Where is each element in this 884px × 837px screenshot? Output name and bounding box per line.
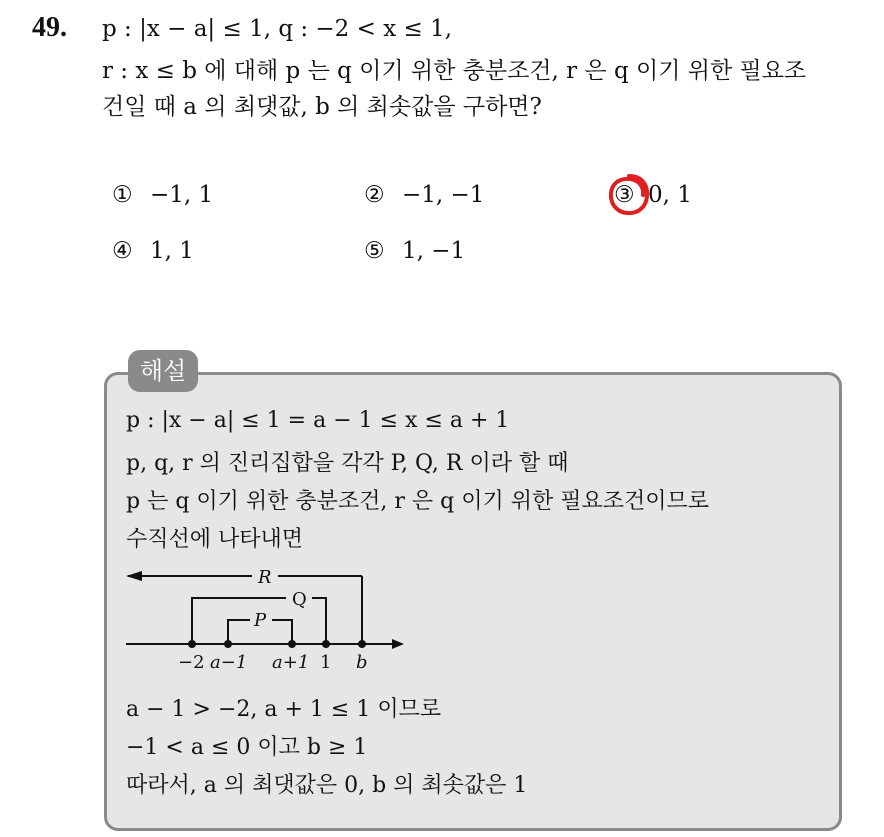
set-q-label: Q: [292, 589, 307, 610]
question-number: 49.: [32, 12, 67, 43]
answer-circle-mark: [606, 172, 652, 218]
tick-label-1: 1: [320, 652, 332, 673]
solution-after-2: −1 < a ≤ 0 이고 b ≥ 1: [126, 735, 368, 760]
choice-1-text: −1, 1: [149, 182, 214, 208]
choice-1[interactable]: [112, 182, 213, 208]
solution-line-2: p, q, r 의 진리집합을 각각 P, Q, R 이라 할 때: [126, 451, 569, 476]
question-line-1: p : |x − a| ≤ 1, q : −2 < x ≤ 1,: [102, 16, 453, 42]
choice-4-marker: ④: [112, 238, 133, 264]
solution-line-1: p : |x − a| ≤ 1 = a − 1 ≤ x ≤ a + 1: [126, 408, 510, 433]
set-p-label: P: [254, 610, 267, 631]
choice-4[interactable]: [112, 238, 194, 264]
choice-5-text: 1, −1: [401, 238, 466, 264]
solution-after-3: 따라서, a 의 최댓값은 0, b 의 최솟값은 1: [126, 773, 528, 798]
tick-label-a-minus-1: a−1: [210, 652, 248, 673]
choice-1-marker: ①: [112, 182, 133, 208]
axis-arrow-icon: [392, 639, 404, 649]
choice-3-text: 0, 1: [647, 182, 692, 208]
set-r-arrow-icon: [126, 571, 142, 581]
question-line-2: r : x ≤ b 에 대해 p 는 q 이기 위한 충분조건, r 은 q 이기 위한 필요조: [102, 58, 807, 84]
solution-after-1: a − 1 > −2, a + 1 ≤ 1 이므로: [126, 697, 442, 722]
choice-2[interactable]: [364, 182, 484, 208]
number-line-diagram: [120, 562, 420, 674]
choice-2-text: −1, −1: [401, 182, 485, 208]
solution-line-3: p 는 q 이기 위한 충분조건, r 은 q 이기 위한 필요조건이므로: [126, 489, 709, 514]
choice-5[interactable]: [364, 238, 465, 264]
choice-3-marker: ③: [614, 182, 635, 208]
set-r-label: R: [258, 567, 272, 588]
choice-5-marker: ⑤: [364, 238, 385, 264]
choice-2-marker: ②: [364, 182, 385, 208]
solution-line-4: 수직선에 나타내면: [126, 527, 304, 552]
solution-tag: 해설: [128, 350, 198, 392]
question-line-3: 건일 때 a 의 최댓값, b 의 최솟값을 구하면?: [102, 94, 542, 120]
tick-label-b: b: [356, 652, 368, 673]
tick-label-neg2: −2: [178, 652, 205, 673]
choice-4-text: 1, 1: [149, 238, 194, 264]
tick-label-a-plus-1: a+1: [272, 652, 310, 673]
